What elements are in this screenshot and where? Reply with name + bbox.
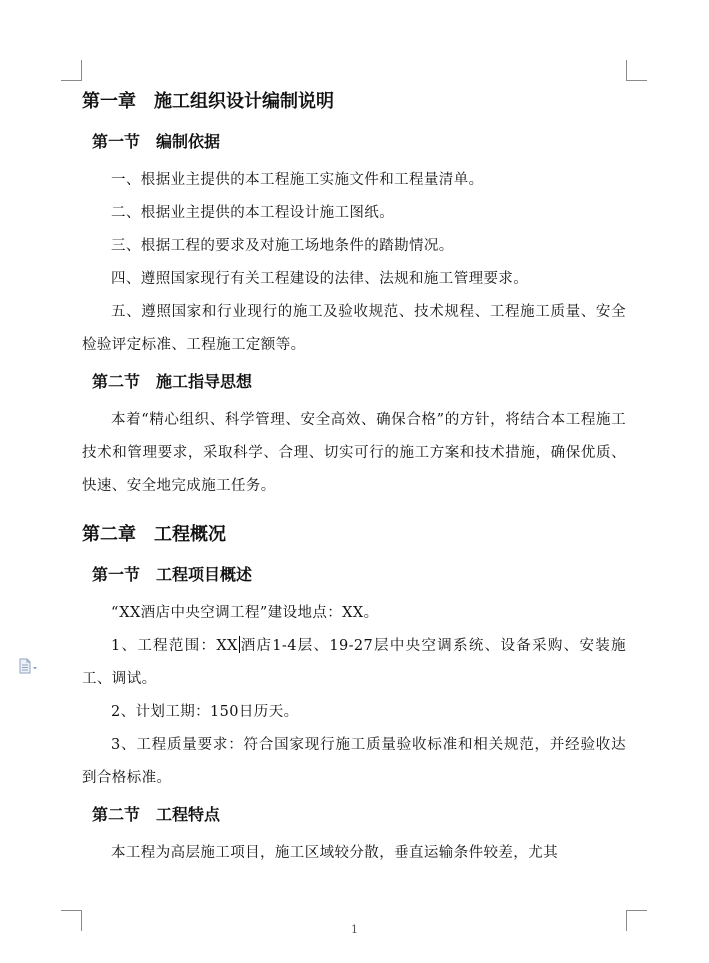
basis-item: 二、根据业主提供的本工程设计施工图纸。 <box>111 205 395 221</box>
overview-item-duration: 2、计划工期：150日历天。 <box>111 704 299 720</box>
document-icon[interactable] <box>18 658 40 674</box>
section-overview-title: 第一节 工程项目概述 <box>92 565 253 584</box>
basis-item: 四、遵照国家现行有关工程建设的法律、法规和施工管理要求。 <box>111 271 529 287</box>
section-guiding-title: 第二节 施工指导思想 <box>92 372 253 391</box>
overview-item-scope <box>82 630 626 696</box>
scope-text-a: 1、工程范围：XX <box>111 638 238 654</box>
chapter-2-title: 第二章 工程概况 <box>82 524 226 545</box>
basis-item: 五、遵照国家和行业现行的施工及验收规范、技术规程、工程施工质量、安全检验评定标准、工程施工定额等。 <box>82 304 626 353</box>
guiding-paragraph: 本着“精心组织、科学管理、安全高效、确保合格”的方针，将结合本工程施工技术和管理要求，采取科学、合理、切实可行的施工方案和技术措施，确保优质、快速、安全地完成施工任务。 <box>82 412 626 494</box>
section-basis-title: 第一节 编制依据 <box>92 132 221 151</box>
section-features-title: 第二节 工程特点 <box>92 805 221 824</box>
crop-mark-top-right <box>626 60 647 81</box>
features-paragraph: 本工程为高层施工项目，施工区域较分散，垂直运输条件较差，尤其 <box>111 845 558 861</box>
crop-mark-top-left <box>61 60 82 81</box>
overview-item-quality: 3、工程质量要求：符合国家现行施工质量验收标准和相关规范，并经验收达到合格标准。 <box>82 737 626 786</box>
page-content[interactable] <box>82 86 626 870</box>
basis-item: 三、根据工程的要求及对施工场地条件的踏勘情况。 <box>111 238 454 254</box>
page-number: 1 <box>351 923 358 936</box>
chapter-1-title: 第一章 施工组织设计编制说明 <box>82 91 334 112</box>
scope-text-b: 酒店1-4层、19-27层中央空调系统、设备采购、安装施工、调试。 <box>82 638 626 687</box>
overview-intro: “XX酒店中央空调工程”建设地点：XX。 <box>111 605 379 621</box>
basis-item: 一、根据业主提供的本工程施工实施文件和工程量清单。 <box>111 172 484 188</box>
